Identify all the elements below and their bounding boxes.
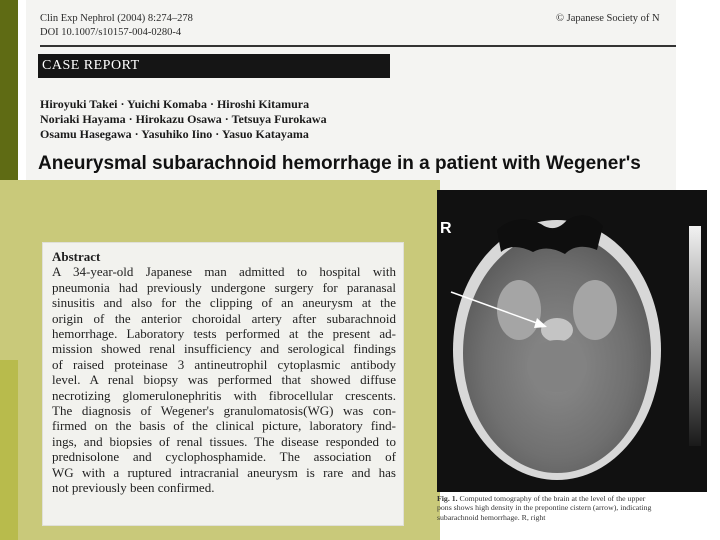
- abstract-line: The diagnosis of Wegener's granulomatosis(WG) was con-: [52, 403, 396, 419]
- section-label: CASE REPORT: [38, 54, 390, 78]
- abstract-line: pneumonia had previously undergone surgery for paranasal: [52, 279, 396, 295]
- caption-line: subarachnoid hemorrhage. R, right: [437, 512, 546, 522]
- scan-side-label: R: [440, 220, 452, 237]
- temporal-bone-left: [497, 280, 541, 340]
- abstract-line: level. A renal biopsy was performed that showed diffuse: [52, 372, 396, 388]
- caption-label: Fig. 1.: [437, 494, 458, 503]
- header-rule: [40, 45, 676, 47]
- ct-scan-image: [437, 190, 707, 492]
- abstract-line: of raised proteinase 3 antineutrophil cytoplasmic antibody: [52, 356, 396, 372]
- figure-caption: [437, 494, 687, 522]
- abstract-line: sinusitis and also for the clipping of an aneurysm at the: [52, 295, 396, 311]
- caption-line: Computed tomography of the brain at the level of the upper: [459, 494, 646, 503]
- author-line: Hiroyuki Takei · Yuichi Komaba · Hiroshi Kitamura: [40, 97, 310, 111]
- abstract-line: hemorrhage. Laboratory tests performed at the present ad-: [52, 326, 396, 342]
- abstract-line: WG with a ruptured intracranial aneurysm is rare and has: [52, 464, 396, 480]
- abstract-line: mission showed renal insufficiency and serological findings: [52, 341, 396, 357]
- journal-citation: [40, 12, 193, 40]
- sidebar-segment-dark: [0, 0, 18, 180]
- abstract-line: origin of the anterior choroidal artery after subarachnoid: [52, 310, 396, 326]
- journal-line-2: DOI 10.1007/s10157-004-0280-4: [40, 27, 182, 38]
- prepontine-cistern: [541, 318, 573, 342]
- sidebar-segment-mid: [0, 360, 18, 540]
- ct-scan-graphic: [437, 190, 707, 492]
- abstract-line: ings, and biopsies of renal tissues. The disease responded to: [52, 433, 396, 449]
- journal-line-1: Clin Exp Nephrol (2004) 8:274–278: [40, 13, 193, 24]
- author-line: Noriaki Hayama · Hirokazu Osawa · Tetsuya Furokawa: [40, 112, 327, 126]
- grayscale-bar: [689, 226, 701, 446]
- copyright-notice: © Japanese Society of N: [556, 13, 660, 24]
- abstract-line: firmed on the basis of the clinical picture, laboratory find-: [52, 418, 396, 434]
- author-list: [40, 97, 327, 142]
- abstract-line: A 34-year-old Japanese man admitted to hospital with: [52, 264, 396, 280]
- title-line: Aneurysmal subarachnoid hemorrhage in a patient with Wegener's: [38, 153, 641, 174]
- abstract-line: not previously been confirmed.: [52, 480, 215, 496]
- author-line: Osamu Hasegawa · Yasuhiko Iino · Yasuo Katayama: [40, 127, 309, 141]
- left-decorative-bar: [0, 0, 18, 540]
- abstract-box: [42, 242, 404, 526]
- temporal-bone-right: [573, 280, 617, 340]
- pons: [527, 340, 587, 392]
- abstract-heading: Abstract: [52, 249, 101, 264]
- sidebar-segment-light: [0, 180, 18, 360]
- abstract-line: prednisolone and cyclophosphamide. The association of: [52, 449, 396, 465]
- abstract-line: necrotizing glomerulonephritis with fibrocellular crescents.: [52, 387, 396, 403]
- caption-line: pons shows high density in the prepontine cistern (arrow), indicating: [437, 503, 652, 513]
